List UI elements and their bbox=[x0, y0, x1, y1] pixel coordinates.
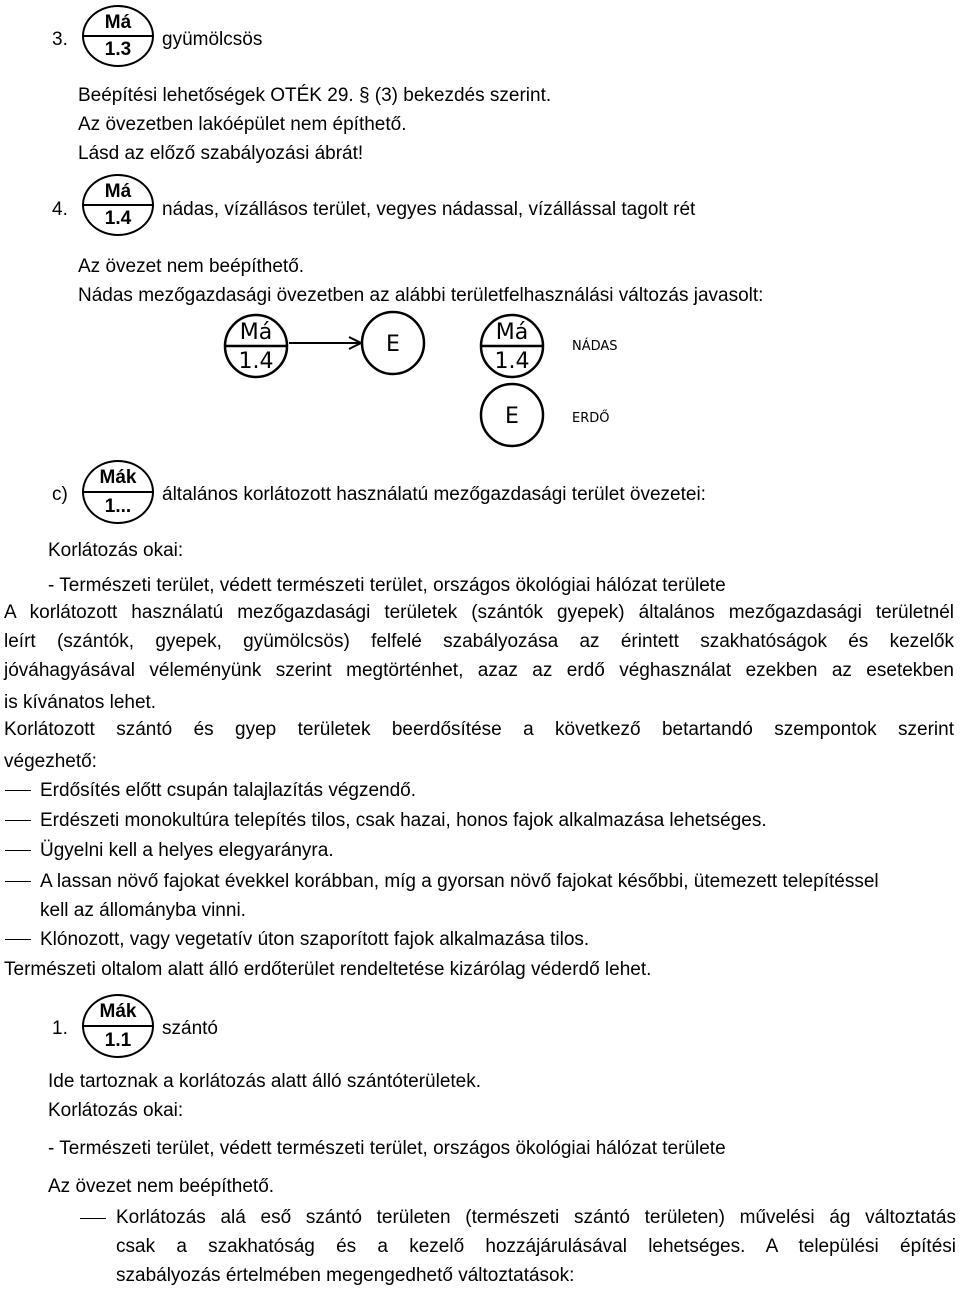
list-item: A lassan növő fajokat évekkel korábban, míg a gyorsan növő fajokat későbbi, ütemezett telepítéssel bbox=[40, 871, 879, 892]
section-number: 4. bbox=[52, 199, 68, 220]
diagram-target: E bbox=[386, 332, 400, 357]
paragraph-line: jóváhagyásával véleményünk szerint megtörténhet, azaz az erdő véghasználat ezekben az esetekben bbox=[4, 660, 954, 681]
zone-symbol-mak-1-1 bbox=[82, 994, 154, 1058]
restriction-reasons-label: Korlátozás okai: bbox=[48, 540, 184, 561]
legend-symbol-e-text: E bbox=[505, 404, 519, 429]
restriction-reason: - Természeti terület, védett természeti terület, országos ökológiai hálózat területe bbox=[48, 1138, 726, 1159]
dash-bullet-icon bbox=[5, 790, 31, 791]
dash-bullet-icon bbox=[5, 850, 31, 851]
legend-symbol-ma-1-4 bbox=[481, 315, 543, 377]
zone-symbol-divider bbox=[82, 204, 154, 206]
restriction-reasons-label: Korlátozás okai: bbox=[48, 1100, 184, 1121]
symbol-ma-1-4-source bbox=[225, 315, 287, 377]
section-title: nádas, vízállásos terület, vegyes nádassal, vízállással tagolt rét bbox=[162, 199, 696, 220]
zone-symbol-divider bbox=[82, 1025, 154, 1027]
diagram-source-bottom: 1.4 bbox=[238, 349, 274, 374]
section-number: 3. bbox=[52, 29, 68, 50]
zone-symbol-bottom: 1.3 bbox=[104, 39, 132, 60]
zone-symbol-top: Má bbox=[104, 181, 132, 202]
closing-statement: Természeti oltalom alatt álló erdőterület rendeltetése kizárólag véderdő lehet. bbox=[4, 959, 652, 980]
land-use-change-diagram bbox=[215, 305, 635, 450]
text-line: Beépítési lehetőségek OTÉK 29. § (3) bekezdés szerint. bbox=[78, 85, 552, 106]
zone-symbol-bottom: 1.1 bbox=[104, 1030, 132, 1051]
paragraph-line: is kívánatos lehet. bbox=[4, 692, 157, 713]
list-item: Erdészeti monokultúra telepítés tilos, csak hazai, honos fajok alkalmazása lehetséges. bbox=[40, 810, 767, 831]
dash-bullet-icon bbox=[5, 881, 31, 882]
dash-bullet-icon bbox=[5, 939, 31, 940]
zone-symbol-divider bbox=[82, 35, 154, 37]
restriction-reason: - Természeti terület, védett természeti terület, országos ökológiai hálózat területe bbox=[48, 575, 726, 596]
zone-symbol-top: Mák bbox=[99, 1001, 137, 1022]
zone-symbol-bottom: 1... bbox=[104, 496, 132, 517]
paragraph-line: Korlátozott szántó és gyep területek beerdősítése a következő betartandó szempontok szerint bbox=[4, 719, 954, 740]
text-line: Az övezetben lakóépület nem építhető. bbox=[78, 114, 407, 135]
text-line: Ide tartoznak a korlátozás alatt álló szántóterületek. bbox=[48, 1071, 482, 1092]
legend-symbol-e bbox=[481, 384, 543, 446]
text-line: Nádas mezőgazdasági övezetben az alábbi területfelhasználási változás javasolt: bbox=[78, 285, 764, 306]
zone-symbol-mak-1 bbox=[82, 460, 154, 524]
zone-symbol-ma-1-4 bbox=[82, 174, 154, 236]
zone-symbol-divider bbox=[82, 491, 154, 493]
symbol-e-target bbox=[362, 312, 424, 374]
dash-bullet-icon bbox=[5, 820, 31, 821]
section-title: szántó bbox=[162, 1018, 218, 1039]
diagram-source-top: Má bbox=[239, 320, 273, 345]
zone-symbol-top: Má bbox=[104, 12, 132, 33]
list-item-continuation: csak a szakhatóság és a kezelő hozzájárulásával lehetséges. A települési építési bbox=[116, 1236, 956, 1257]
paragraph-line: végezhető: bbox=[4, 751, 97, 772]
list-item-continuation: kell az állományba vinni. bbox=[40, 900, 246, 921]
paragraph-line: A korlátozott használatú mezőgazdasági területek (szántók gyepek) általános mezőgazdasági területnél bbox=[4, 602, 954, 623]
text-line: Az övezet nem beépíthető. bbox=[48, 1176, 275, 1197]
section-title: általános korlátozott használatú mezőgazdasági terület övezetei: bbox=[162, 484, 706, 505]
text-line: Az övezet nem beépíthető. bbox=[78, 256, 305, 277]
legend-symbol-bottom: 1.4 bbox=[494, 349, 530, 374]
arrow-icon bbox=[289, 337, 361, 349]
section-title: gyümölcsös bbox=[162, 29, 263, 50]
list-item: Klónozott, vagy vegetatív úton szaporított fajok alkalmazása tilos. bbox=[40, 929, 590, 950]
paragraph-line: leírt (szántók, gyepek, gyümölcsös) felfelé szabályozása az érintett szakhatóságok és kezelők bbox=[4, 631, 954, 652]
text-line: Lásd az előző szabályozási ábrát! bbox=[78, 143, 364, 164]
section-letter: c) bbox=[52, 484, 68, 505]
section-number: 1. bbox=[52, 1018, 68, 1039]
list-item: Korlátozás alá eső szántó területen (természeti szántó területen) művelési ág változtatás bbox=[116, 1207, 956, 1228]
list-item: Ügyelni kell a helyes elegyarányra. bbox=[40, 840, 334, 861]
zone-symbol-ma-1-3 bbox=[82, 5, 154, 67]
list-item: Erdősítés előtt csupán talajlazítás végzendő. bbox=[40, 780, 417, 801]
zone-symbol-top: Mák bbox=[99, 467, 137, 488]
zone-symbol-bottom: 1.4 bbox=[104, 208, 132, 229]
legend-label-nadas: NÁDAS bbox=[572, 339, 618, 354]
legend-symbol-top: Má bbox=[495, 320, 529, 345]
list-item-continuation: szabályozás értelmében megengedhető változtatások: bbox=[116, 1265, 575, 1286]
legend-label-erdo: ERDŐ bbox=[572, 411, 610, 426]
dash-bullet-icon bbox=[80, 1218, 106, 1219]
